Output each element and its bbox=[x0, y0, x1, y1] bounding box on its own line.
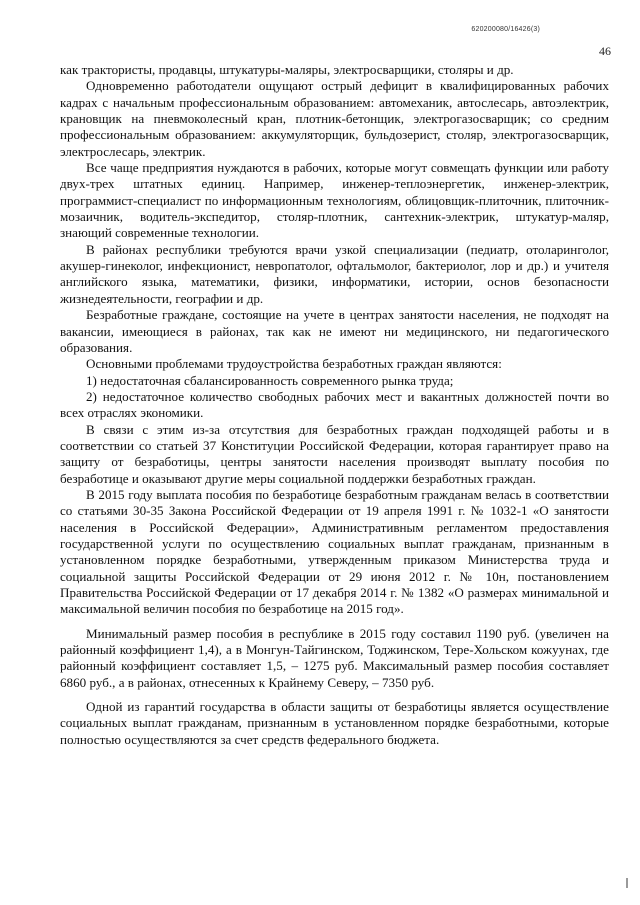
paragraph-combined-functions: Все чаще предприятия нуждаются в рабочих, которые могут совмещать функции или работу двух-трех штатных единиц. Например, инженер-теплоэнергетик, инженер-электрик, программист-специалист по информационным технологиям, облицовщик-плиточник, плиточник-мозаичник, водитель-экспедитор, столяр-плотник, сантехник-электрик, штукатур-маляр, знающий современные технологии. bbox=[60, 160, 609, 241]
paragraph-main-problems: Основными проблемами трудоустройства безработных граждан являются: bbox=[86, 356, 502, 372]
scan-edge-mark bbox=[626, 878, 628, 888]
paragraph-state-guarantees: Одной из гарантий государства в области защиты от безработицы является осуществление социальных выплат гражданам, признанным в установленном порядке безработными, которые полностью осуществляются за счет средств федерального бюджета. bbox=[60, 699, 609, 747]
list-item-2: 2) недостаточное количество свободных рабочих мест и вакантных должностей почти во всех отраслях экономики. bbox=[60, 388, 609, 421]
page-number: 46 bbox=[599, 44, 611, 58]
body-text bbox=[60, 62, 609, 748]
paragraph-benefit-payment: В связи с этим из-за отсутствия для безработных граждан подходящей работы и в соответствии со статьей 37 Конституции Российской Федерации, которая гарантирует право на защиту от безработицы, центры занятости населения производят выплату пособия по безработице и оказывают другие меры социальной поддержки безработных граждан. bbox=[60, 421, 609, 486]
paragraph-unemployed-mismatch: Безработные граждане, состоящие на учете в центрах занятости населения, не подходят на вакансии, имеющиеся в районах, так как не имеют ни медицинского, ни педагогического образования. bbox=[60, 307, 609, 355]
paragraph-employer-deficit: Одновременно работодатели ощущают острый дефицит в квалифицированных рабочих кадрах с начальным профессиональным образованием: автомеханик, автослесарь, автоэлектрик, крановщик на пневмоколесный кран, плотник-бетонщик, электрогазосварщик; со средним профессиональным образованием: аккумуляторщик, бульдозерист, столяр, электрогазосварщик, электрослесарь, электрик. bbox=[60, 78, 609, 159]
paragraph-doctors-teachers: В районах республики требуются врачи узкой специализации (педиатр, отоларинголог, акушер-гинеколог, инфекционист, невропатолог, офтальмолог, бактериолог, лор и др.) и учителя английского языка, математики, физики, информатики, истории, основ безопасности жизнедеятельности, географии и др. bbox=[60, 241, 609, 306]
list-item-1: 1) недостаточная сбалансированность современного рынка труда; bbox=[86, 372, 454, 388]
paragraph-benefit-amounts: Минимальный размер пособия в республике в 2015 году составил 1190 руб. (увеличен на районный коэффициент 1,4), а в Монгун-Тайгинском, Тоджинском, Тере-Хольском кожуунах, где районный коэффициент составляет 1,5, – 1275 руб. Максимальный размер пособия составляет 6860 руб., а в районах, отнесенных к Крайнему Северу, – 7350 руб. bbox=[60, 625, 609, 690]
paragraph-continuation: как трактористы, продавцы, штукатуры-маляры, электросварщики, столяры и др. bbox=[60, 62, 514, 77]
document-code: 620200080/16426(3) bbox=[471, 26, 540, 33]
paragraph-2015-legal-basis: В 2015 году выплата пособия по безработице безработным гражданам велась в соответствии со статьями 30-35 Закона Российской Федерации от 19 апреля 1991 г. № 1032-1 «О занятости населения в Российской Федерации», Административным регламентом предоставления государственной услуги по осуществлению социальных выплат гражданам, признанным в установленном порядке безработными, утвержденным приказом Министерства труда и социальной защиты Российской Федерации от 29 июня 2012 г. № 10н, постановлением Правительства Российской Федерации от 17 декабря 2014 г. № 1382 «О размерах минимальной и максимальной величин пособия по безработице на 2015 год». bbox=[60, 486, 609, 617]
